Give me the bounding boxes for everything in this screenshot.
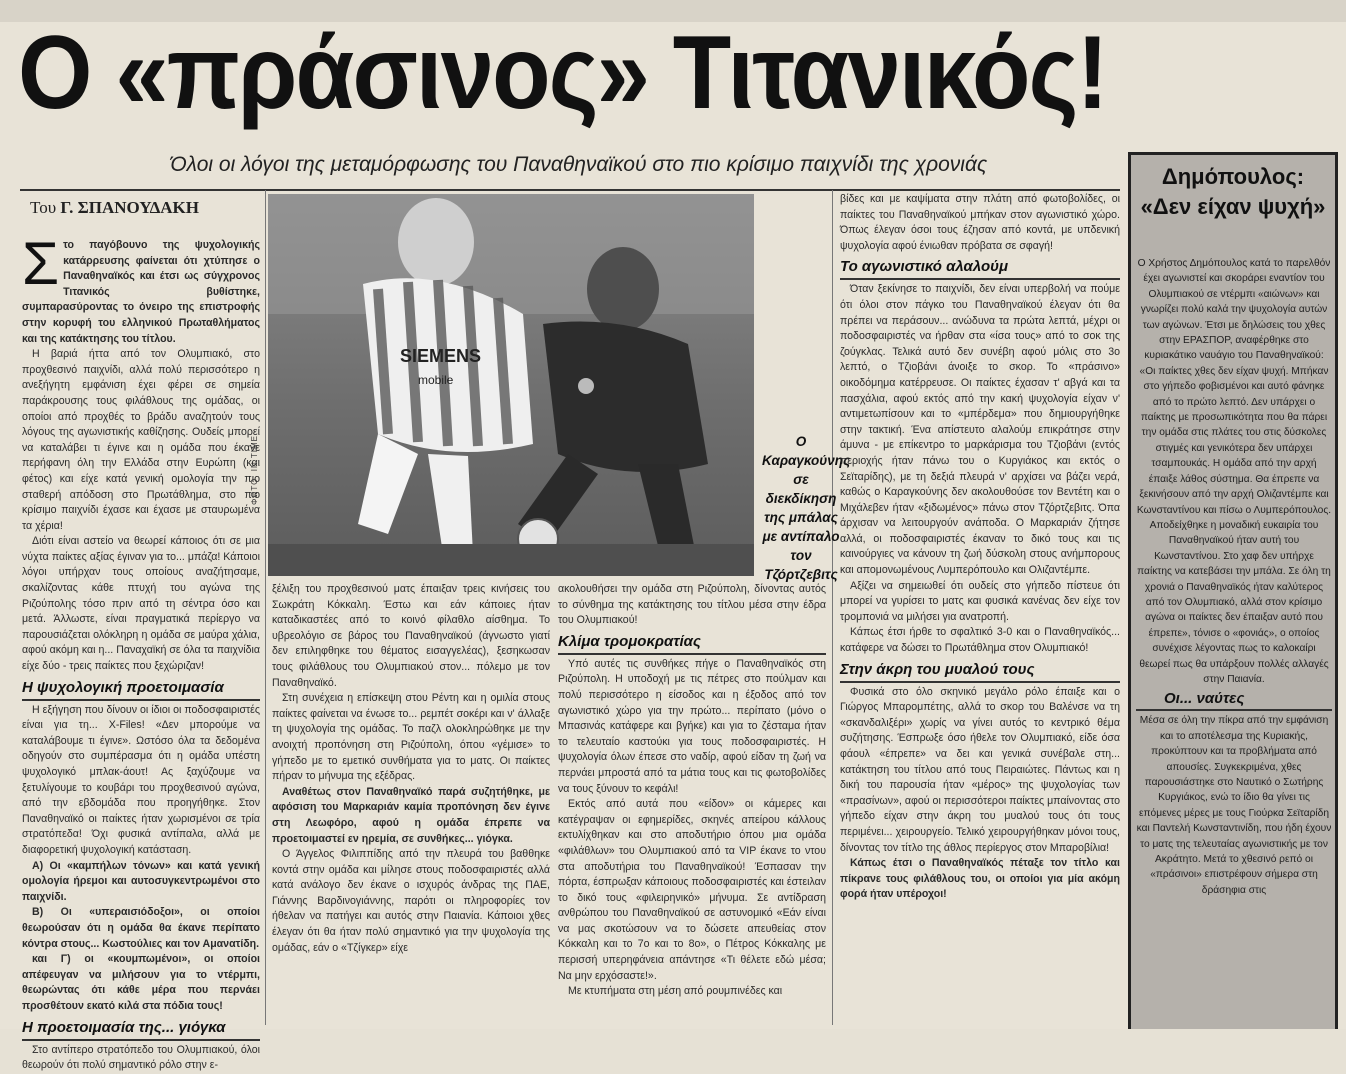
paragraph: Κάπως έτσι ήρθε το σφαλτικό 3-0 και ο Παναθηναϊκός... κατάφερε να δώσει το Πρωτάθλημα στον Ολυμπιακό! xyxy=(840,626,1120,655)
article-column-4 xyxy=(840,192,1120,1029)
photo-illustration xyxy=(268,194,754,576)
column-rule xyxy=(265,190,266,1025)
paragraph: Όταν ξεκίνησε το παιχνίδι, δεν είναι υπερβολή να πούμε ότι όλοι στον πάγκο του Παναθηναϊκού έλεγαν ότι θα πρέπει να περάσουν... ανώδυνα τα πρώτα λεπτά, μέχρι οι ποδοσφαιριστές να ήρθαν στα «ίσα τους» από το σοκ της ζούγκλας. Τελικά αυτό δεν συνέβη αφού μόλις στο 3ο λεπτό, ο Τζιοβάνι άνοιξε το σκορ. Το «πράσινο» οικοδόμημα κατέρρευσε. Οι παίκτες έχασαν τ' αβγά και τα πασχάλια, αφού εκτός από την κακή ψυχολογία είχαν ν' αντιμετωπίσουν και το «μπέρδεμα» που δημιουργήθηκε στην τακτική. Ένα απίστευτο αλαλούμ επικράτησε στην άμυνα - με επίκεντρο το μαρκάρισμα του Τζιοβάνι (εντός περιοχής ήταν πάνω του ο Κυργιάκος και εκτός ο Σεϊταρίδης), με τη δεξιά πλευρά ν' αρχίσει να βάζει νερά, καθώς ο Καραγκούνης δεν ακολουθούσε τον Βεντέτη και ο Μιχάλεβεν ήταν «ξιδωμένος» πάνω στον Τζόρτζεβιτς. Όπα άρχισαν να λειτουργούν ανάποδα. Ο Μαρκαριάν ζήτησε αλλά, οι ποδοσφαιριστές έκαναν το δικό τους και τις καινούργιες να κάνουν τη ζωή δύσκολη στους ανήμπορους και απομονωμένους Λυμπερόπουλο και Ολιζαντέμπε. xyxy=(840,283,1120,577)
paragraph: Στο αντίπερο στρατόπεδο του Ολυμπιακού, όλοι θεωρούν ότι πολύ σημαντικό ρόλο στην ε- xyxy=(22,1043,260,1072)
paragraph: ακολουθήσει την ομάδα στη Ριζούπολη, δίνοντας αυτός το σύνθημα της κατάκτησης του τίτλου μέσα στην έδρα του Ολυμπιακού! xyxy=(558,583,826,627)
bold-text: και Γ) οι «κουμπωμένοι», οι οποίοι απέφευγαν να μιλήσουν για το ντέρμπι, θεωρώντας ότι κάθε μέρα που περνάει προσθέτουν εκατό κιλά στα πόδια τους! xyxy=(22,953,260,1012)
byline-author: Γ. ΣΠΑΝΟΥΔΑΚΗ xyxy=(60,198,200,217)
sidebar-title: Δημόπουλος: «Δεν είχαν ψυχή» xyxy=(1140,164,1326,219)
paragraph xyxy=(840,856,1120,903)
paragraph xyxy=(22,905,260,952)
paragraph: Υπό αυτές τις συνθήκες πήγε ο Παναθηναϊκός στη Ριζούπολη. Η υποδοχή με τις πέτρες στο πούλμαν και πολύ περισσότερο η είσοδος και η έξοδος από τον αγωνιστικό χώρο για την πρώτο... περίπατο (μόνο ο Μπασινάς κατάφερε και βγήκε) και για το ζέσταμα ήταν το τελευταίο καστούκι για τους ποδοσφαιριστές. Η ψυχολογία όλων έπεσε στο ναδίρ, αφού είδαν τη ζωή να περνάει μπροστά από τα μάτια τους και τις φωτοβολίδες να τους ξύνουν το κεφάλι! xyxy=(558,657,826,795)
article-column-1 xyxy=(22,230,260,1072)
paragraph: Με κτυπήματα στη μέση από ρουμπινέδες και xyxy=(568,985,783,998)
article-column-2 xyxy=(272,582,550,1029)
drop-cap: Σ xyxy=(22,230,60,297)
jersey-sponsor-2: mobile xyxy=(418,373,454,387)
paragraph: Εκτός από αυτά που «είδον» οι κάμερες και κατέγραψαν οι εφημερίδες, σκηνές απείρου κάλλους εκτυλίχθηκαν και στο αποδυτήριο όπου μια ομάδα «φιλάθλων» του Ολυμπιακού από τα VIP έκανε το ντου στα αποδυτήρια του Παναθηναϊκού! Έσπασαν την πόρτα, έσπρωξαν κάποιους ποδοσφαιριστές και έστειλαν το δικό τους «φιλειρηνικό» μήνυμα. Σε αντίδραση ανθρώπου του Παναθηναϊκού σε αστυνομικό «Εάν είναι να μας σκοτώσουν να το δώσετε απευθείας στον Κόκκαλη και το 7ο και το 8ο», ο Πέτρος Κόκκαλης με περισσή υπερηφάνεια απάντησε «Τι θέλετε εδώ μέσα; Να μην ερχόσαστε!». xyxy=(558,798,826,982)
byline xyxy=(30,197,270,219)
paragraph: ξέλιξη του προχθεσινού ματς έπαιξαν τρεις κινήσεις του Σωκράτη Κόκκαλη. Έστω και εάν κάποιες ήταν καταδικαστέες από το κοινό φίλαθλο αίσθημα. Το υβρεολόγιο σε βάρος του Παναθηναϊκού (άγνωστο γιατί δεν επιληφθηκε του θέματος εισαγγελέας), ξεσηκωσαν τους φιλάθλους του Ολυμπιακού στον... πόλεμο με τον Παναθηναϊκό. xyxy=(272,583,550,689)
section-heading: Το αγωνιστικό αλαλούμ xyxy=(840,257,1120,280)
paragraph: βίδες και με καψίματα στην πλάτη από φωτοβολίδες, οι παίκτες του Παναθηναϊκού μπήκαν στον αγωνιστικό χώρο. Όπως έλεγαν όσοι τους έζησαν από κοντά, με υπδενική ψυχολογία αφού ένιωθαν πρόβατα σε σφαγή! xyxy=(840,193,1120,252)
jersey-sponsor: SIEMENS xyxy=(400,346,482,366)
photo-credit: ΦΩΤΟ: IN TIME xyxy=(250,435,259,505)
lead-text: το παγόβουνο της ψυχολογικής κατάρρευσης φαίνεται ότι χτύπησε ο Παναθηναϊκός και έτσι ως σύγχρονος Τιτανικός βυθίστηκε, συμπαρασύροντας το όνειρο της επιστροφής στην κορυφή του ελληνικού Πρωταθλήματος και της κατάκτησης του τίτλου. xyxy=(22,239,260,345)
paragraph xyxy=(22,230,260,347)
paragraph: Διότι είναι αστείο να θεωρεί κάποιος ότι σε μια νύχτα παίκτες αξίας έγιναν για το... μπάζα! Κάποιοι λόγοι υπήρχαν τους οποίους αναζήτησαμε, σκαλίζοντας κάθε πτυχή του αγώνα της Ριζούπολης τόσο πριν από τη σέντρα όσο και μετά. Άλλωστε, είναι πραγματικά περίεργο να παρουσιάζεται ολόκληρη η ομάδα σε μαύρα χάλια, αφού ακόμη και η... Παναχαϊκή σε όλα τα παιχνίδια είχε δύο - τρεις παίκτες που ξεχώριζαν! xyxy=(22,535,260,673)
paragraph: Ο Χρήστος Δημόπουλος κατά το παρελθόν έχει αγωνιστεί και σκοράρει εναντίον του Ολυμπιακού σε ντέρμπι «αιώνων» και γνωρίζει πολύ καλά την ψυχολογία αυτών των αγώνων. Έτσι με δηλώσεις του χθες στην ΕΡΑΣΠΟΡ, αναφέρθηκε στο κυριακάτικο ναυάγιο του Παναθηναϊκού: «Οι παίκτες χθες δεν είχαν ψυχή. Μπήκαν στο γήπεδο φοβισμένοι και αυτό φάνηκε από το πρώτο λεπτό. Δεν υπάρχει ο παίκτης με προσωπικότητα που θα πάρει την ομάδα στις πλάτες του στις δύσκολες στιγμές και γενικότερα δεν υπάρχει τσαμπουκάς. Η ομάδα από την αρχή έπαιξε λάθος σύστημα. Θα έπρεπε να ξεκινήσουν από την αρχή Ολιζαντέμπε και Κωνσταντίνου και πίσω ο Λυμπερόπουλος. Αποδείχθηκε η μοναδική ευκαιρία του Παναθηναϊκού ήταν αυτή του Κωνσταντίνου. Στο χαφ δεν υπήρχε παίκτης να κατεβάσει την μπάλα. Σε όλη τη χρονιά ο Παναθηναϊκός ήταν καλύτερος από τον Ολυμπιακό, αλλά στον κρίσιμο αγώνα οι παίκτες δεν έπαιξαν αυτό που έπρεπε», τόνισε ο «φονιάς», ο οποίος συνέχισε λέγοντας πως το καλοκαίρι θεωρεί πως θα υπάρξουν πολλές αλλαγές στην Παιανία. xyxy=(1136,258,1332,685)
divider xyxy=(20,189,1120,191)
headline: Ο «πράσινος» Τιτανικός! xyxy=(18,15,1107,131)
bold-text: Α) Οι «καμπήλων τόνων» και κατά γενική ομολογία ήρεμοι και αυτοσυγκεντρωμένοι στο παιχνίδι. xyxy=(22,859,260,903)
paragraph: Ο Άγγελος Φιλιππίδης από την πλευρά του βαθθηκε κοντά στην ομάδα και μίλησε στους ποδοσφαιριστές αλλά κατά ανάλογο δεν έκανε ο ισχυρός άνδρας της ΠΑΕ, Γιάννης Βαρδινογιάννης, παρότι οι πληροφορίες τον ήθελαν να πατήγει και αυτός στην Παιανία. Κάποιοι χθες έλεγαν ότι θα ήταν πολύ σημαντικό για την ψυχολογία της ομάδας, εάν ο «Τζίγκερ» είχε xyxy=(272,848,550,954)
article-column-3 xyxy=(558,582,826,1029)
sidebar-section-heading: Οι... ναύτες xyxy=(1136,689,1332,711)
bold-text: Αναθέτως στον Παναθηναϊκό παρά συζητήθηκε, με αφόσιση του Μαρκαριάν καμία προπόνηση δεν έγινε στη Λεωφόρο, αφού η ομάδα έπρεπε να προετοιμαστεί εν ηρεμία, σε συνθήκες... γιόγκα. xyxy=(272,785,550,845)
bold-text: Κάπως έτσι ο Παναθηναϊκός πέταξε τον τίτλο και πίκρανε τους φιλάθλους του, οι οποίοι για μία ακόμη φορά ήταν υπέροχοι! xyxy=(840,857,1120,901)
paragraph: Η βαριά ήττα από τον Ολυμπιακό, στο προχθεσινό παιχνίδι, αλλά πολύ περισσότερο η ανεξήγητη εμφάνιση έχει φέρει σε σημεία παράκρουσης τους φιλάθλους της ομάδας, οι οποίοι από προχθές το βράδυ αναζητούν τους λόγους της αγωνιστικής καθίζησης. Ουδείς μπορεί να καταλάβει τι έγινε και η ομάδα που έκανε περήφανη όλη την Ελλάδα στην Ευρώπη (και φέτος) και είχε κατά γενική ομολογία την πιο σταθερή απόδοση στο Πρωτάθλημα, στο πιο κρίσιμο παιχνίδι έχασε και έχασε με σταυρωμένα τα χέρια! xyxy=(22,348,260,532)
photo-caption: Ο Καραγκούνης σε διεκδίκηση της μπάλας με αντίπαλο τον Τζόρτζεβιτς xyxy=(762,434,851,582)
paragraph: Στη συνέχεια η επίσκεψη στου Ρέντη και η ομιλία στους παίκτες φαίνεται να ένωσε το... ρεμπέτ σοκέρι και ν' άλλαξε τη ψυχολογία της ομάδας. Το παζλ ολοκληρώθηκε με την ανοιχτή προπόνηση στη Ριζούπολη, όπου «γέμισε» το γήπεδο με το εμετικό συνθήματα για το ματς. Οι παίκτες πήραν το μήνυμα της εξέδρας. xyxy=(272,692,550,783)
paragraph xyxy=(272,785,550,847)
section-heading: Η ψυχολογική προετοιμασία xyxy=(22,678,260,701)
match-photo xyxy=(268,194,754,576)
paragraph: Μέσα σε όλη την πίκρα από την εμφάνιση και το αποτέλεσμα της Κυριακής, προκύπτουν και τα προβλήματα από απουσίες. Συγκεκριμένα, χθες παρουσιάστηκε στο Ναυτικό ο Σωτήρης Κυργιάκος, ενώ το ίδιο θα γίνει τις επόμενες μέρες με τους Γιούρκα Σεϊταρίδη και Παντελή Κωνσταντινίδη, που ήδη έχουν το ματς της τελευταίας αγωνιστικής με τον Ακράτητο. Μετά το χθεσινό ρεπό οι «πράσινοι» επιστρέφουν σήμερα στη δράσηφια στις xyxy=(1136,715,1332,896)
sidebar-text xyxy=(1136,256,1332,1029)
paragraph: Φυσικά στο όλο σκηνικό μεγάλο ρόλο έπαιξε και ο Γιώργος Μπαρομπέτης, αλλά το σκορ του Βαλένσε να τη «σκανδαλιξέρι» χωρίς να γίνει αυτός το κεντρικό θέμα συζήτησης. Έσπρωξε όσο ήθελε τον Ολυμπιακό, είδε όσα φάουλ «έπρεπε» να δει και γενικά συνέβαλε στη... κατάκτηση του τίτλου από τους Πειραιώτες. Πάντως και η δική του παρουσία ήταν «μέρος» της ψυχολογίας των «πρασίνων», αφού οι περισσότεροι παίκτες μπαίνοντας στο γήπεδο είχαν στην άκρη του μυαλού τους ότι τους περιμένει... χειρουργείο. Τελικό χειρουργήθηκαν μόνοι τους, δίνοντας τον τίτλο της άθλος περίεργος στον Μπαροβίλια! xyxy=(840,685,1120,854)
paragraph: Αξίζει να σημειωθεί ότι ουδείς στο γήπεδο πίστευε ότι μπορεί να γυρίσει το ματς και φυσικά κανένας δεν είχε τον τρομπονιά να μιλήσει για ανατροπή. xyxy=(840,579,1120,623)
paragraph xyxy=(22,952,260,1014)
section-heading: Στην άκρη του μυαλού τους xyxy=(840,660,1120,683)
section-heading: Η προετοιμασία της... γιόγκα xyxy=(22,1018,260,1041)
byline-prefix: Του xyxy=(30,198,57,217)
section-heading: Κλίμα τρομοκρατίας xyxy=(558,632,826,655)
paragraph: Η εξήγηση που δίνουν οι ίδιοι οι ποδοσφαιριστές είναι για τη... X-Files! «Δεν μπορούμε να καταλάβουμε τι έγινε». Ωστόσο όλα τα δεδομένα οδηγούν στο συμπέρασμα ότι η ομάδα υπέστη ψυχολογικό μπλακ-άουτ! Ας ξαχύζουμε να ξετυλίγουμε το κουβάρι του προχθεσινού αγώνα, από την εβδομάδα που προηγήθηκε. Στον Παναθηναϊκό οι παίκτες ήταν χωρισμένοι σε τρία στρατόπεδα! Όχι φυσικά αντίπαλα, αλλά με διαφορετική ψυχολογική κατάσταση. xyxy=(22,703,260,856)
column-rule xyxy=(832,190,833,1025)
bold-text: Β) Οι «υπεραισιόδοξοι», οι οποίοι θεωρούσαν ότι η ομάδα θα έκανε περίπατο κόντρα στους... Κωστούλιες και τον Αμανατίδη. xyxy=(22,906,260,950)
subheadline: Όλοι οι λόγοι της μεταμόρφωσης του Παναθηναϊκού στο πιο κρίσιμο παιχνίδι της χρονιάς xyxy=(170,153,988,176)
paragraph xyxy=(22,859,260,906)
